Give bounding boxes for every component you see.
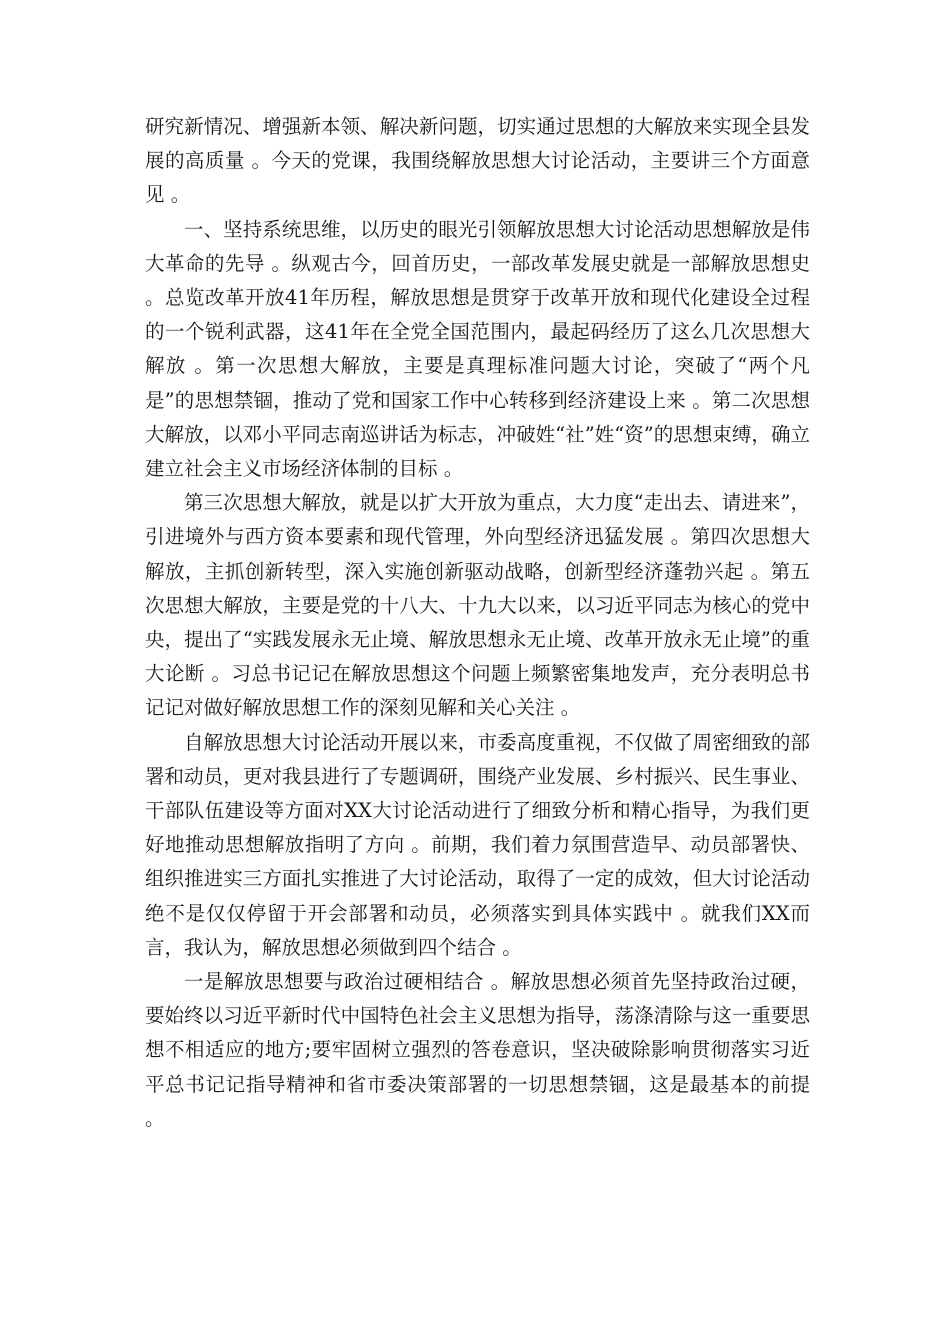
paragraph-section-one: 一、坚持系统思维，以历史的眼光引领解放思想大讨论活动思想解放是伟大革命的先导 。纵观古今，回首历史，一部改革发展史就是一部解放思想史 。总览改革开放41年历程，解放思想是贯穿于改革开放和现代化建设全过程的一个锐利武器，这41年在全党全国范围内，最起码经历了这么几次思想大解放 。第一次思想大解放，主要是真理标准问题大讨论，突破了“两个凡是”的思想禁锢，推动了党和国家工作中心转移到经济建设上来 。第二次思想大解放，以邓小平同志南巡讲话为标志，冲破姓“社”姓“资”的思想束缚，确立建立社会主义市场经济体制的目标 。 — [145, 217, 810, 481]
document-page — [145, 110, 810, 1136]
paragraph-intro: 研究新情况、增强新本领、解决新问题，切实通过思想的大解放来实现全县发展的高质量 。今天的党课，我围绕解放思想大讨论活动，主要讲三个方面意见 。 — [145, 115, 810, 207]
paragraph-political-integration: 一是解放思想要与政治过硬相结合 。解放思想必须首先坚持政治过硬，要始终以习近平新时代中国特色社会主义思想为指导，荡涤清除与这一重要思想不相适应的地方;要牢固树立强烈的答卷意识，坚决破除影响贯彻落实习近平总书记记指导精神和省市委决策部署的一切思想禁锢，这是最基本的前提 。 — [145, 970, 810, 1130]
paragraph-third-liberation: 第三次思想大解放，就是以扩大开放为重点，大力度“走出去、请进来”，引进境外与西方资本要素和现代管理，外向型经济迅猛发展 。第四次思想大解放，主抓创新转型，深入实施创新驱动战略，创新型经济蓬勃兴起 。第五次思想大解放，主要是党的十八大、十九大以来，以习近平同志为核心的党中央，提出了“实践发展永无止境、解放思想永无止境、改革开放永无止境”的重大论断 。习总书记记在解放思想这个问题上频繁密集地发声，充分表明总书记记对做好解放思想工作的深刻见解和关心关注 。 — [145, 491, 810, 720]
paragraph-discussion-activity: 自解放思想大讨论活动开展以来，市委高度重视，不仅做了周密细致的部署和动员，更对我县进行了专题调研，围绕产业发展、乡村振兴、民生事业、干部队伍建设等方面对XX大讨论活动进行了细致分析和精心指导，为我们更好地推动思想解放指明了方向 。前期，我们着力氛围营造早、动员部署快、组织推进实三方面扎实推进了大讨论活动，取得了一定的成效，但大讨论活动绝不是仅仅停留于开会部署和动员，必须落实到具体实践中 。就我们XX而言，我认为，解放思想必须做到四个结合 。 — [145, 730, 810, 959]
